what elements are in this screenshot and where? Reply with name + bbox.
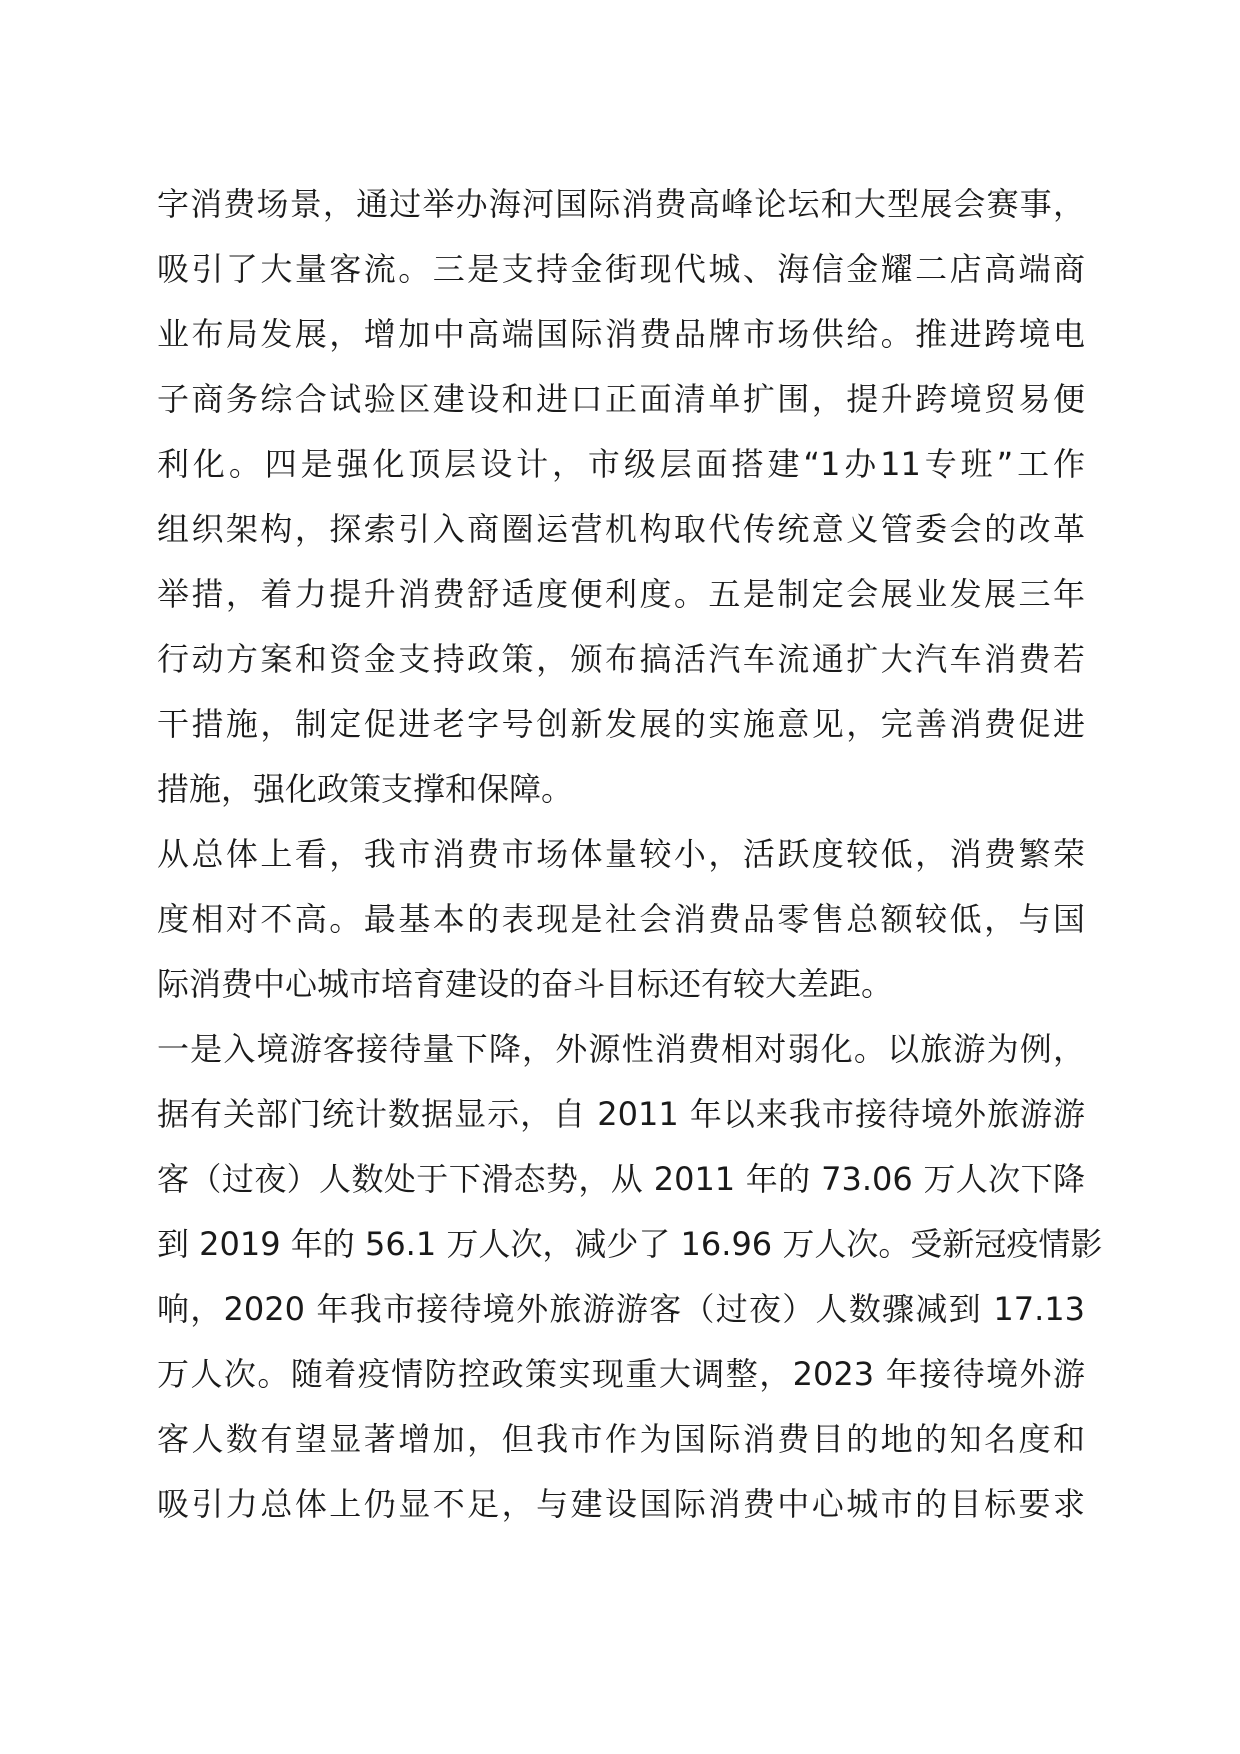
text-line: 万人次。随着疫情防控政策实现重大调整，2023 年接待境外游	[157, 1355, 1085, 1393]
text-line: 到 2019 年的 56.1 万人次，减少了 16.96 万人次。受新冠疫情影	[157, 1225, 1103, 1263]
text-line: 一是入境游客接待量下降，外源性消费相对弱化。以旅游为例，	[157, 1030, 1085, 1068]
paragraph-consumption-measures	[157, 172, 1085, 822]
text-line: 举措，着力提升消费舒适度便利度。五是制定会展业发展三年	[157, 575, 1085, 613]
paragraph-overall-assessment	[157, 822, 1085, 1017]
text-line: 响，2020 年我市接待境外旅游游客（过夜）人数骤减到 17.13	[157, 1290, 1085, 1328]
text-line: 度相对不高。最基本的表现是社会消费品零售总额较低，与国	[157, 900, 1085, 938]
text-line: 据有关部门统计数据显示，自 2011 年以来我市接待境外旅游游	[157, 1095, 1085, 1133]
text-line: 子商务综合试验区建设和进口正面清单扩围，提升跨境贸易便	[157, 380, 1085, 418]
text-line: 利化。四是强化顶层设计，市级层面搭建“1办11专班”工作	[157, 445, 1085, 483]
text-line: 字消费场景，通过举办海河国际消费高峰论坛和大型展会赛事，	[157, 185, 1085, 223]
text-line: 干措施，制定促进老字号创新发展的实施意见，完善消费促进	[157, 705, 1085, 743]
text-line: 客（过夜）人数处于下滑态势，从 2011 年的 73.06 万人次下降	[157, 1160, 1085, 1198]
text-line: 行动方案和资金支持政策，颁布搞活汽车流通扩大汽车消费若	[157, 640, 1085, 678]
text-line: 际消费中心城市培育建设的奋斗目标还有较大差距。	[157, 965, 894, 1003]
text-line: 吸引力总体上仍显不足，与建设国际消费中心城市的目标要求	[157, 1485, 1085, 1523]
text-line: 业布局发展，增加中高端国际消费品牌市场供给。推进跨境电	[157, 315, 1085, 353]
text-line: 措施，强化政策支撑和保障。	[157, 770, 574, 808]
text-line: 吸引了大量客流。三是支持金街现代城、海信金耀二店高端商	[157, 250, 1085, 288]
text-line: 客人数有望显著增加，但我市作为国际消费目的地的知名度和	[157, 1420, 1085, 1458]
text-line: 组织架构，探索引入商圈运营机构取代传统意义管委会的改革	[157, 510, 1085, 548]
paragraph-inbound-tourism	[157, 1017, 1103, 1537]
text-line: 从总体上看，我市消费市场体量较小，活跃度较低，消费繁荣	[157, 835, 1085, 873]
